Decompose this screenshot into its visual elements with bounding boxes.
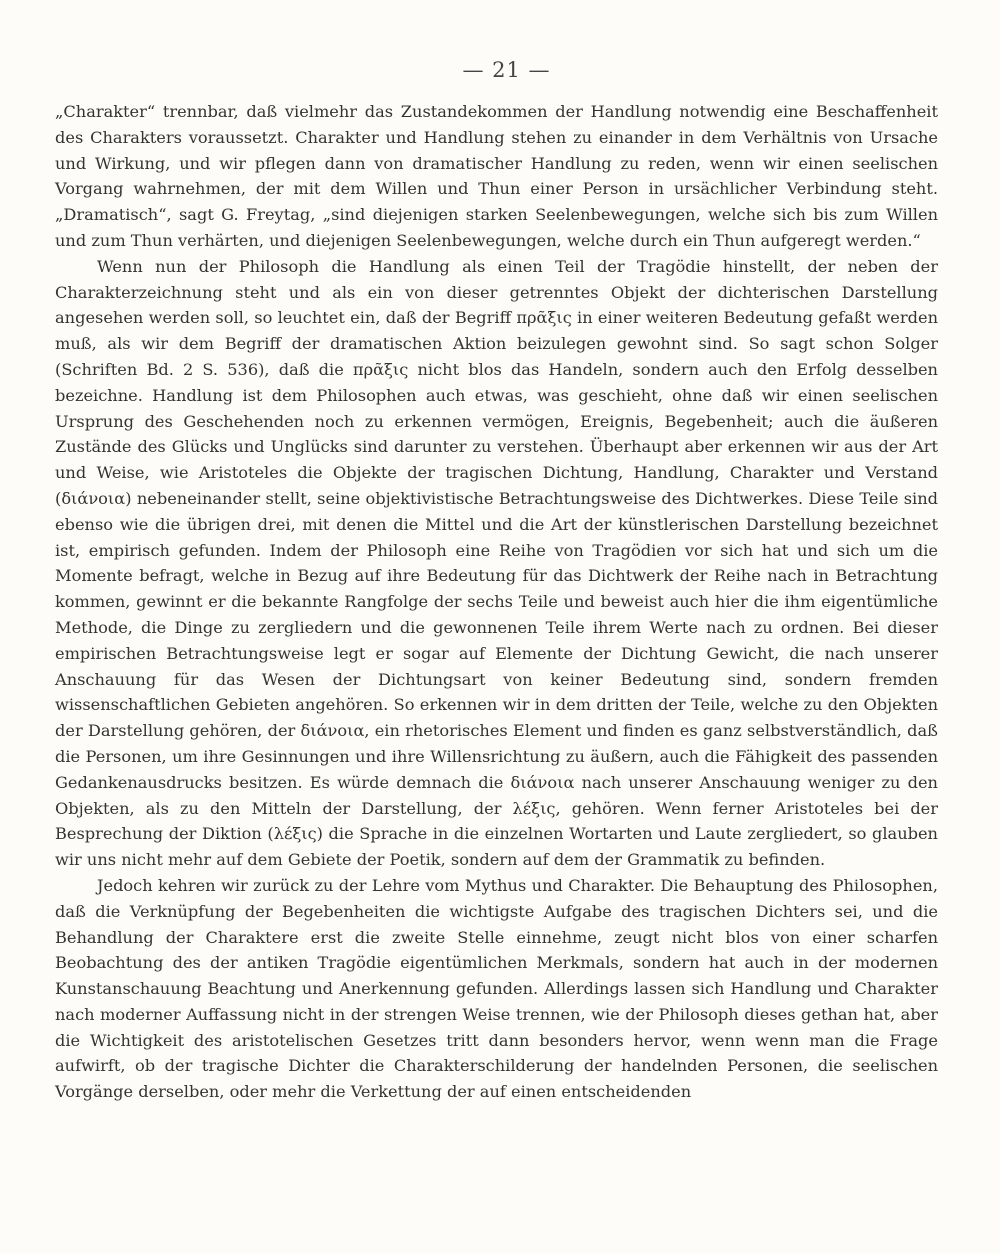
page-number: — 21 — xyxy=(462,58,551,82)
paragraph-1: „Charakter“ trennbar, daß vielmehr das Zustandekommen der Handlung notwendig eine Beschaffenheit des Charakters voraussetzt. Charakter und Handlung stehen zu einander in dem Verhältnis von Ursache und Wirkung, und wir pflegen dann von dramatischer Handlung zu reden, wenn wir einen seelischen Vorgang wahrnehmen, der mit dem Willen und Thun einer Person in ursächlicher Verbindung steht. „Dramatisch“, sagt G. Freytag, „sind diejenigen starken Seelenbewegungen, welche sich bis zum Willen und zum Thun verhärten, und diejenigen Seelenbewegungen, welche durch ein Thun aufgeregt werden.“ xyxy=(55,102,938,250)
body-text xyxy=(55,99,938,1105)
paragraph-3: Jedoch kehren wir zurück zu der Lehre vom Mythus und Charakter. Die Behauptung des Philosophen, daß die Verknüpfung der Begebenheiten die wichtigste Aufgabe des tragischen Dichters sei, und die Behandlung der Charaktere erst die zweite Stelle einnehme, zeugt nicht blos von einer scharfen Beobachtung des der antiken Tragödie eigentümlichen Merkmals, sondern hat auch in der modernen Kunstanschauung Beachtung und Anerkennung gefunden. Allerdings lassen sich Handlung und Charakter nach moderner Auffassung nicht in der strengen Weise trennen, wie der Philosoph dieses gethan hat, aber die Wichtigkeit des aristotelischen Gesetzes tritt dann besonders hervor, wenn wenn man die Frage aufwirft, ob der tragische Dichter die Charakterschilderung der handelnden Personen, die seelischen Vorgänge derselben, oder mehr die Verkettung der auf einen entscheidenden xyxy=(55,875,938,1102)
paragraph-2: Wenn nun der Philosoph die Handlung als einen Teil der Tragödie hinstellt, der neben der Charakterzeichnung steht und als ein von dieser getrenntes Objekt der dichterischen Darstellung angesehen werden soll, so leuchtet ein, daß der Begriff πρᾶξις in einer weiteren Bedeutung gefaßt werden muß, als wir dem Begriff der dramatischen Aktion beizulegen gewohnt sind. So sagt schon Solger (Schriften Bd. 2 S. 536), daß die πρᾶξις nicht blos das Handeln, sondern auch den Erfolg desselben bezeichne. Handlung ist dem Philosophen auch etwas, was geschieht, ohne daß wir einen seelischen Ursprung des Geschehenden noch zu erkennen vermögen, Ereignis, Begebenheit; auch die äußeren Zustände des Glücks und Unglücks sind darunter zu verstehen. Überhaupt aber erkennen wir aus der Art und Weise, wie Aristoteles die Objekte der tragischen Dichtung, Handlung, Charakter und Verstand (διάνοια) nebeneinander stellt, seine objektivistische Betrachtungsweise des Dichtwerkes. Diese Teile sind ebenso wie die übrigen drei, mit denen die Mittel und die Art der künstlerischen Darstellung bezeichnet ist, empirisch gefunden. Indem der Philosoph eine Reihe von Tragödien vor sich hat und sich um die Momente befragt, welche in Bezug auf ihre Bedeutung für das Dichtwerk der Reihe nach in Betrachtung kommen, gewinnt er die bekannte Rangfolge der sechs Teile und beweist auch hier die ihm eigentümliche Methode, die Dinge zu zergliedern und die gewonnenen Teile ihrem Werte nach zu ordnen. Bei dieser empirischen Betrachtungsweise legt er sogar auf Elemente der Dichtung Gewicht, die nach unserer Anschauung für das Wesen der Dichtungsart von keiner Bedeutung sind, sondern fremden wissenschaftlichen Gebieten angehören. So erkennen wir in dem dritten der Teile, welche zu den Objekten der Darstellung gehören, der διάνοια, ein rhetorisches Element und finden es ganz selbstverständlich, daß die Personen, um ihre Gesinnungen und ihre Willensrichtung zu äußern, auch die Fähigkeit des passenden Gedankenausdrucks besitzen. Es würde demnach die διάνοια nach unserer Anschauung weniger zu den Objekten, als zu den Mitteln der Darstellung, der λέξις, gehören. Wenn ferner Aristoteles bei der Besprechung der Diktion (λέξις) die Sprache in die einzelnen Wortarten und Laute zergliedert, so glauben wir uns nicht mehr auf dem Gebiete der Poetik, sondern auf dem der Grammatik zu befinden. xyxy=(55,256,938,870)
